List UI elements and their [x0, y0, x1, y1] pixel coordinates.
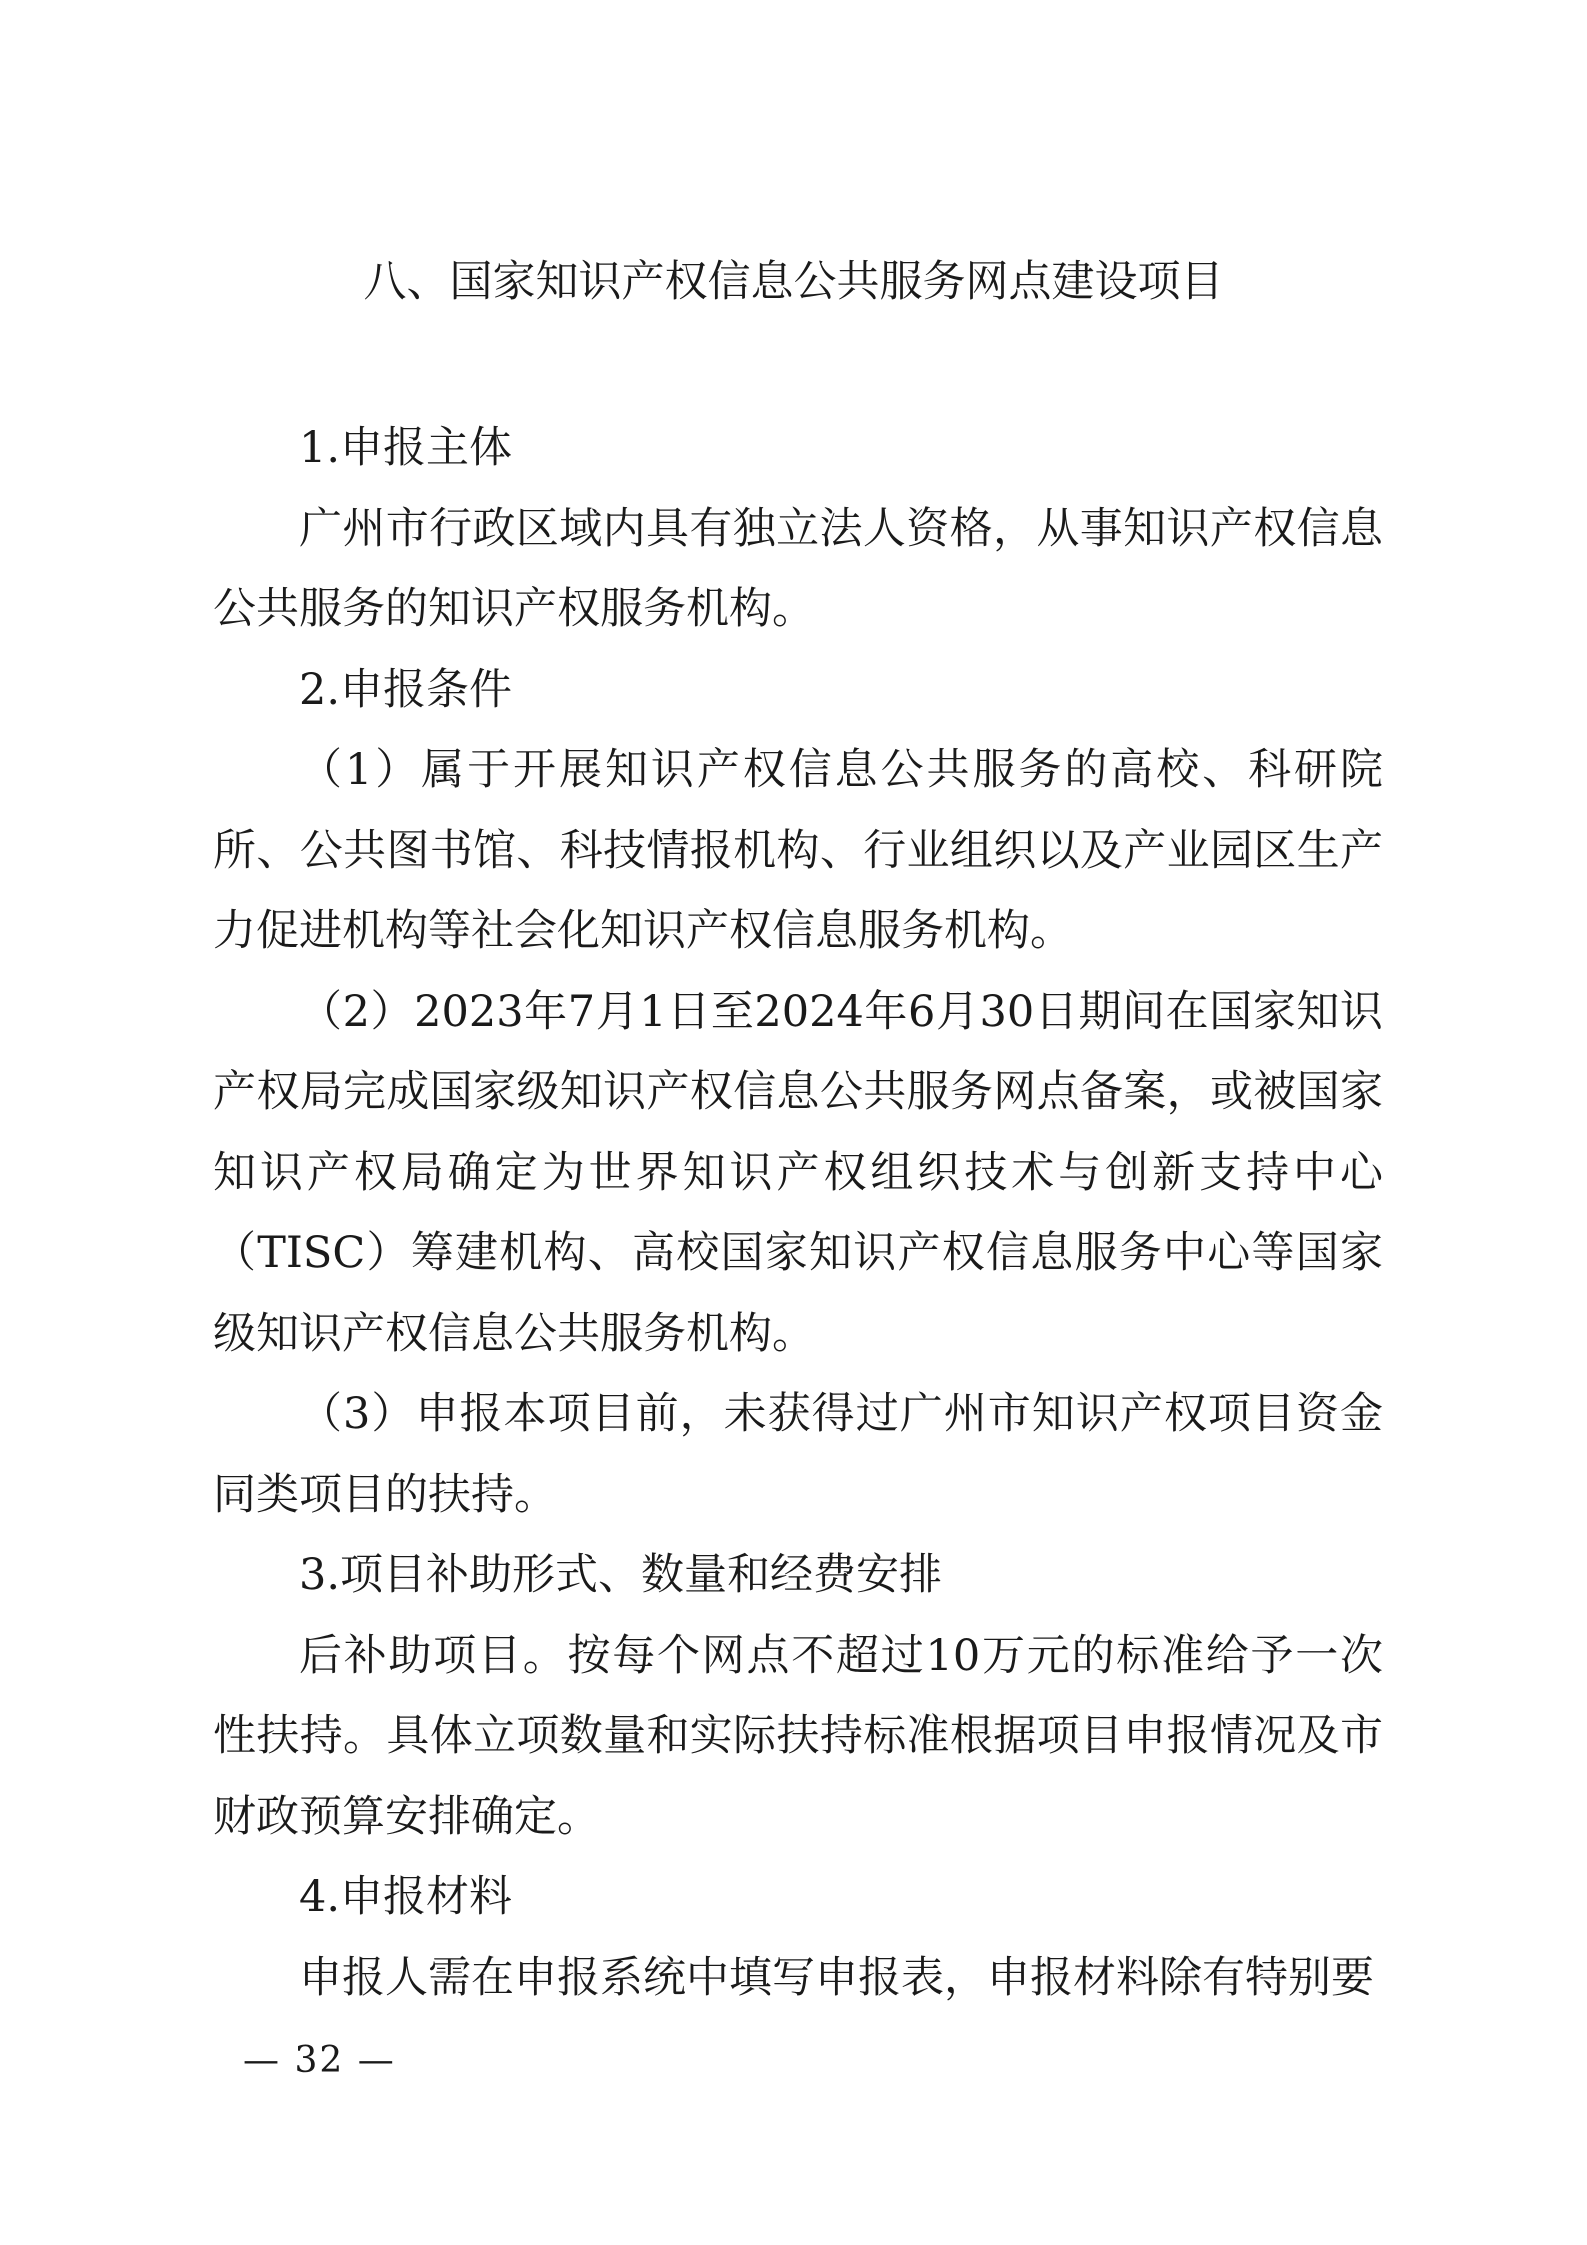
paragraph-applicant: 广州市行政区域内具有独立法人资格，从事知识产权信息公共服务的知识产权服务机构。 — [213, 503, 1383, 634]
page-number: — 32 — — [243, 2040, 396, 2081]
body-text — [213, 408, 1383, 2018]
heading-funding: 3.项目补助形式、数量和经费安排 — [299, 1550, 943, 1600]
section-title: 八、国家知识产权信息公共服务网点建设项目 — [363, 257, 1224, 307]
paragraph-condition-3: （3）申报本项目前，未获得过广州市知识产权项目资金同类项目的扶持。 — [213, 1389, 1383, 1520]
paragraph-condition-2: （2）2023年7月1日至2024年6月30日期间在国家知识产权局完成国家级知识产权信息公共服务网点备案，或被国家知识产权局确定为世界知识产权组织技术与创新支持中心（TISC）筹建机构、高校国家知识产权信息服务中心等国家级知识产权信息公共服务机构。 — [213, 986, 1383, 1359]
heading-materials: 4.申报材料 — [299, 1872, 513, 1922]
paragraph-materials: 申报人需在申报系统中填写申报表，申报材料除有特别要 — [299, 1952, 1374, 2003]
paragraph-funding: 后补助项目。按每个网点不超过10万元的标准给予一次性扶持。具体立项数量和实际扶持标准根据项目申报情况及市财政预算安排确定。 — [213, 1630, 1383, 1842]
paragraph-condition-1: （1）属于开展知识产权信息公共服务的高校、科研院所、公共图书馆、科技情报机构、行业组织以及产业园区生产力促进机构等社会化知识产权信息服务机构。 — [213, 745, 1383, 956]
heading-applicant: 1.申报主体 — [299, 423, 513, 473]
heading-conditions: 2.申报条件 — [299, 664, 513, 715]
